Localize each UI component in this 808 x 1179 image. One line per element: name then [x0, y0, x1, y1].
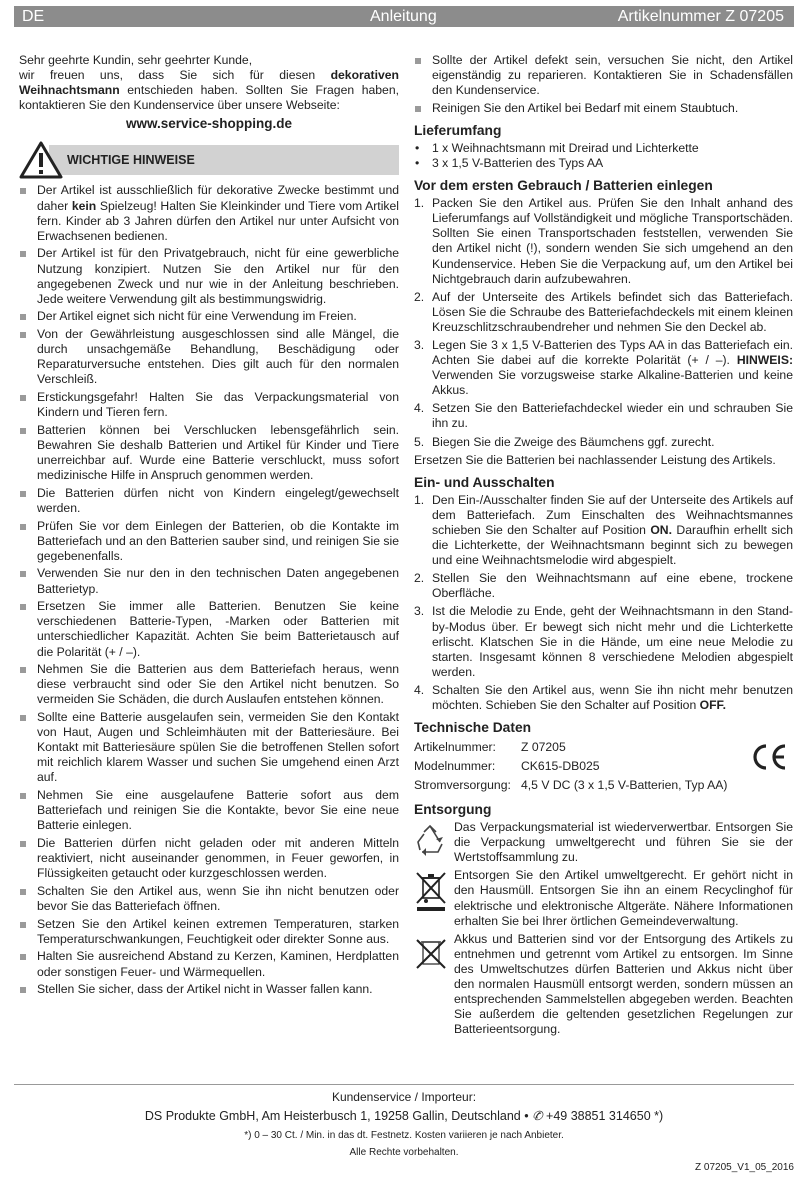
warning-item: Die Batterien dürfen nicht geladen oder mit anderen Mitteln reaktiviert, nicht auseinander genommen, in Feuer geworfen, in Flüssigkeiten getaucht oder kurzgeschlossen werden. [19, 836, 399, 881]
service-url[interactable]: www.service-shopping.de [125, 116, 293, 132]
warning-item: Prüfen Sie vor dem Einlegen der Batterien, ob die Kontakte im Batteriefach und an den Batterien sauber sind, und reinigen Sie sie gegebenenfalls. [19, 519, 399, 564]
battery-bin-icon [414, 934, 448, 974]
intro-text [19, 68, 399, 113]
tech-table [414, 738, 793, 795]
footer-service-label: Kundenservice / Importeur: [331, 1090, 477, 1104]
step-number: 4. [414, 401, 425, 416]
step-number: 1. [414, 196, 425, 211]
step-text: Stellen Sie den Weihnachtsmann auf eine ebene, trockene Oberfläche. [432, 571, 793, 601]
step-number: 2. [414, 289, 425, 304]
disposal-electrical [414, 868, 793, 928]
step-number: 1. [414, 492, 425, 507]
step-note-label: HINWEIS: [736, 353, 794, 368]
left-column [19, 53, 399, 1000]
document-code: Z 07205_V1_05_2016 [695, 1162, 794, 1173]
disposal-text: Das Verpackungsmaterial ist wiederverwertbar. Entsorgen Sie die Verpackung umweltgerecht und führen Sie sie der Wertstoffsammlung zu. [454, 820, 793, 865]
tech-heading: Technische Daten [414, 720, 532, 736]
disposal-heading: Entsorgung [414, 802, 492, 818]
warning-item [19, 183, 399, 243]
tech-row [414, 776, 793, 795]
warning-item: Halten Sie ausreichend Abstand zu Kerzen, Kaminen, Herdplatten oder sonstigen Feuer- und Wärmequellen. [19, 949, 399, 979]
first-use-steps [414, 196, 793, 450]
warning-title: WICHTIGE HINWEISE [67, 153, 195, 168]
tech-row [414, 757, 793, 776]
disposal-packaging [414, 820, 793, 865]
warning-item: Reinigen Sie den Artikel bei Bedarf mit einem Staubtuch. [414, 101, 793, 116]
recycling-icon [414, 822, 448, 862]
warning-triangle-icon [19, 141, 63, 179]
onoff-steps [414, 493, 793, 713]
warning-heading [19, 143, 399, 177]
right-column [414, 53, 793, 1037]
step-number: 5. [414, 434, 425, 449]
tech-value: CK615-DB025 [521, 759, 600, 774]
warning-item: Ersetzen Sie immer alle Batterien. Benutzen Sie keine verschiedenen Batterie-Typen, -Marken oder Batterien mit unterschiedlicher Kapazität. Achten Sie beim Batterietausch auf die Polarität (+ / –). [19, 599, 399, 659]
crossed-bin-icon [414, 870, 448, 914]
warning-list [19, 183, 399, 997]
warning-item: Nehmen Sie die Batterien aus dem Batteriefach heraus, wenn diese verbraucht sind oder Sie den Artikel nicht benutzen. So vermeiden Sie Schäden, die durch Auslaufen entstehen können. [19, 662, 399, 707]
warning-item: Sollte eine Batterie ausgelaufen sein, vermeiden Sie den Kontakt von Haut, Augen und Schleimhäuten mit der Batteriesäure. Bei Kontakt mit Batteriesäure spülen Sie die betroffenen Stellen sofort mit reichlich klarem Wasser und suchen Sie umgehend einen Arzt auf. [19, 710, 399, 785]
footer-address [0, 1109, 808, 1124]
intro-text-a: wir freuen uns, dass Sie sich für diesen [19, 68, 331, 83]
step-note-text: Verwenden Sie vorzugsweise starke Alkaline-Batterien und keine Akkus. [432, 368, 793, 398]
disposal-text: Akkus und Batterien sind vor der Entsorgung des Artikels zu entnehmen und getrennt vom Artikel zu entsorgen. Im Sinne des Umweltschutzes dürfen Batterien und Akkus nicht über den normalen Hausmüll entsorgt werden, sondern müssen an entsprechenden Sammelstellen abgegeben werden. Beachten Sie außerdem die geltenden gesetzlichen Regelungen zur Batterieentsorgung. [454, 931, 793, 1037]
scope-list [414, 141, 793, 171]
warning-item: Sollte der Artikel defekt sein, versuchen Sie nicht, den Artikel eigenständig zu reparieren. Kontaktieren Sie in Schadensfällen den Kundenservice. [414, 53, 793, 98]
warning-item: Der Artikel ist für den Privatgebrauch, nicht für eine gewerbliche Nutzung konzipiert. Nutzen Sie den Artikel nur für den angegebenen Zweck und nur wie in der Anleitung beschrieben. Jede weitere Verwendung gilt als bestimmungswidrig. [19, 246, 399, 306]
phone-icon: ✆ [532, 1109, 543, 1123]
page-title: Anleitung [370, 8, 437, 25]
scope-item: • 3 x 1,5 V-Batterien des Typs AA [414, 156, 793, 171]
intro-text-b: entschieden haben. Sollten Sie Fragen haben, kontaktieren Sie den Kundenservice über unsere Webseite: [19, 83, 399, 113]
step-text: Setzen Sie den Batteriefachdeckel wieder ein und schrauben Sie ihn zu. [432, 401, 793, 431]
replace-note: Ersetzen Sie die Batterien bei nachlassender Leistung des Artikels. [414, 452, 776, 467]
onoff-heading: Ein- und Ausschalten [414, 474, 555, 490]
warning-item: Batterien können bei Verschlucken lebensgefährlich sein. Bewahren Sie deshalb Batterien und Artikel für Kinder und Tiere unerreichbar auf. Wurde eine Batterie verschluckt, muss sofort medizinische Hilfe in Anspruch genommen werden. [19, 423, 399, 483]
language-code: DE [22, 8, 45, 25]
step-item [414, 338, 793, 398]
footer-address-text: DS Produkte GmbH, Am Heisterbusch 1, 19258 Gallin, Deutschland • [144, 1109, 533, 1123]
footer-divider [14, 1084, 794, 1085]
warning-item: Setzen Sie den Artikel keinen extremen Temperaturen, starken Temperaturschwankungen, Feuchtigkeit oder direkter Sonne aus. [19, 917, 399, 947]
warning-item: Stellen Sie sicher, dass der Artikel nicht in Wasser fallen kann. [19, 982, 399, 997]
warning-item: Die Batterien dürfen nicht von Kindern eingelegt/gewechselt werden. [19, 486, 399, 516]
warning-text-a: Der Artikel ist ausschließlich für dekorative Zwecke bestimmt und daher [37, 183, 399, 213]
warning-item: Nehmen Sie eine ausgelaufene Batterie sofort aus dem Batteriefach und reinigen Sie die Kontakte, bevor Sie eine neue Batterie einlegen. [19, 788, 399, 833]
step-number: 3. [414, 338, 425, 352]
warning-item: Der Artikel eignet sich nicht für eine Verwendung im Freien. [19, 309, 399, 324]
intro-greeting: Sehr geehrte Kundin, sehr geehrter Kunde, [19, 53, 253, 67]
step-text: Auf der Unterseite des Artikels befindet sich das Batteriefach. Lösen Sie die Schraube des Batteriefachdeckels mit einem kleinen Kreuzschlitzschraubendreher und nehmen Sie den Deckel ab. [432, 289, 793, 334]
step-text: Schalten Sie den Artikel aus, wenn Sie ihn nicht mehr benutzen möchten. Schieben Sie den Schalter auf Position [432, 682, 793, 712]
tech-key: Stromversorgung: [414, 778, 511, 793]
step-item [414, 683, 793, 713]
tech-value: Z 07205 [521, 740, 566, 755]
step-number: 3. [414, 604, 425, 619]
warning-item: Erstickungsgefahr! Halten Sie das Verpackungsmaterial von Kindern und Tieren fern. [19, 390, 399, 420]
footer-cost-note: *) 0 – 30 Ct. / Min. in das dt. Festnetz. Kosten variieren je nach Anbieter. [244, 1130, 564, 1141]
step-text: Biegen Sie die Zweige des Bäumchens ggf. zurecht. [432, 434, 715, 449]
tech-key: Modelnummer: [414, 759, 496, 774]
step-text: Daraufhin erhellt sich die Lichterkette, der Weihnachtsmann beginnt sich zu bewegen und eine Weihnachtsmelodie wird abgespielt. [432, 522, 794, 568]
step-item [414, 435, 793, 450]
step-number: 4. [414, 682, 425, 697]
step-item [414, 196, 793, 287]
switch-off-label: OFF. [699, 697, 727, 712]
step-item [414, 493, 793, 568]
footer-phone: +49 38851 314650 *) [542, 1109, 664, 1123]
step-item [414, 571, 793, 601]
step-item [414, 401, 793, 431]
warning-item: Von der Gewährleistung ausgeschlossen sind alle Mängel, die durch unsachgemäße Behandlung, Beschädigung oder Reparaturversuche entstehen. Dies gilt auch für den normalen Verschleiß. [19, 327, 399, 387]
scope-item: • 1 x Weihnachtsmann mit Dreirad und Lichterkette [414, 141, 793, 156]
step-item [414, 604, 793, 679]
step-number: 2. [414, 571, 425, 586]
step-item [414, 290, 793, 335]
tech-row [414, 738, 793, 757]
ce-mark-icon [749, 742, 789, 772]
tech-key: Artikelnummer: [414, 740, 496, 755]
scope-heading: Lieferumfang [414, 122, 502, 138]
first-use-heading: Vor dem ersten Gebrauch / Batterien einlegen [414, 178, 713, 194]
tech-value: 4,5 V DC (3 x 1,5 V-Batterien, Typ AA) [521, 778, 728, 793]
disposal-text: Entsorgen Sie den Artikel umweltgerecht. Er gehört nicht in den Hausmüll. Entsorgen Sie ihn an einem Recyclinghof für elektrische und elektronische Altgeräte. Nähere Informationen erhalten Sie bei Ihrer örtlichen Gemeindeverwaltung. [454, 868, 793, 928]
warning-item: Schalten Sie den Artikel aus, wenn Sie ihn nicht benutzen oder bevor Sie das Batteriefach öffnen. [19, 884, 399, 914]
switch-on-label: ON. [650, 522, 672, 537]
warning-list-continued [414, 53, 793, 116]
step-text: Legen Sie 3 x 1,5 V-Batterien des Typs AA in das Batteriefach ein. Achten Sie dabei auf die korrekte Polarität (+ / –). [432, 338, 793, 368]
step-text: Den Ein-/Ausschalter finden Sie auf der Unterseite des Artikels auf dem Batteriefach. Zum Einschalten des Weihnachtsmannes schieben Sie den Schalter auf Position [432, 492, 793, 537]
header-bar [14, 6, 794, 27]
article-number: Artikelnummer Z 07205 [617, 8, 784, 25]
step-text: Packen Sie den Artikel aus. Prüfen Sie den Inhalt anhand des Lieferumfangs auf Vollständigkeit und mögliche Transportschäden. Sollten Sie einen Transportschaden feststellen, verwenden Sie den Artikel nicht (!), sondern wenden Sie sich umgehend an den Kundenservice. Heben Sie die Verpackung auf, um den Artikel bei Nichtgebrauch darin aufzubewahren. [432, 196, 793, 286]
warning-text-b: Spielzeug! Halten Sie Kleinkinder und Tiere vom Artikel fern. Kinder ab 3 Jahren dürfen den Artikel nur unter Aufsicht von Erwachsenen bedienen. [37, 198, 399, 243]
footer-rights: Alle Rechte vorbehalten. [349, 1147, 459, 1158]
intro-text-bold: dekorativen Weihnachtsmann [19, 68, 399, 98]
step-text: Ist die Melodie zu Ende, geht der Weihnachtsmann in den Stand-by-Modus über. Er bewegt sich nicht mehr und die Lichterkette erlischt. Klatschen Sie in die Hände, um eine neue Melodie zu starten. Insgesamt können 8 verschiedene Melodien abgespielt werden. [432, 604, 793, 679]
disposal-batteries [414, 932, 793, 1038]
warning-item: Verwenden Sie nur den in den technischen Daten angegebenen Batterietyp. [19, 566, 399, 596]
warning-text-bold: kein [71, 198, 97, 213]
